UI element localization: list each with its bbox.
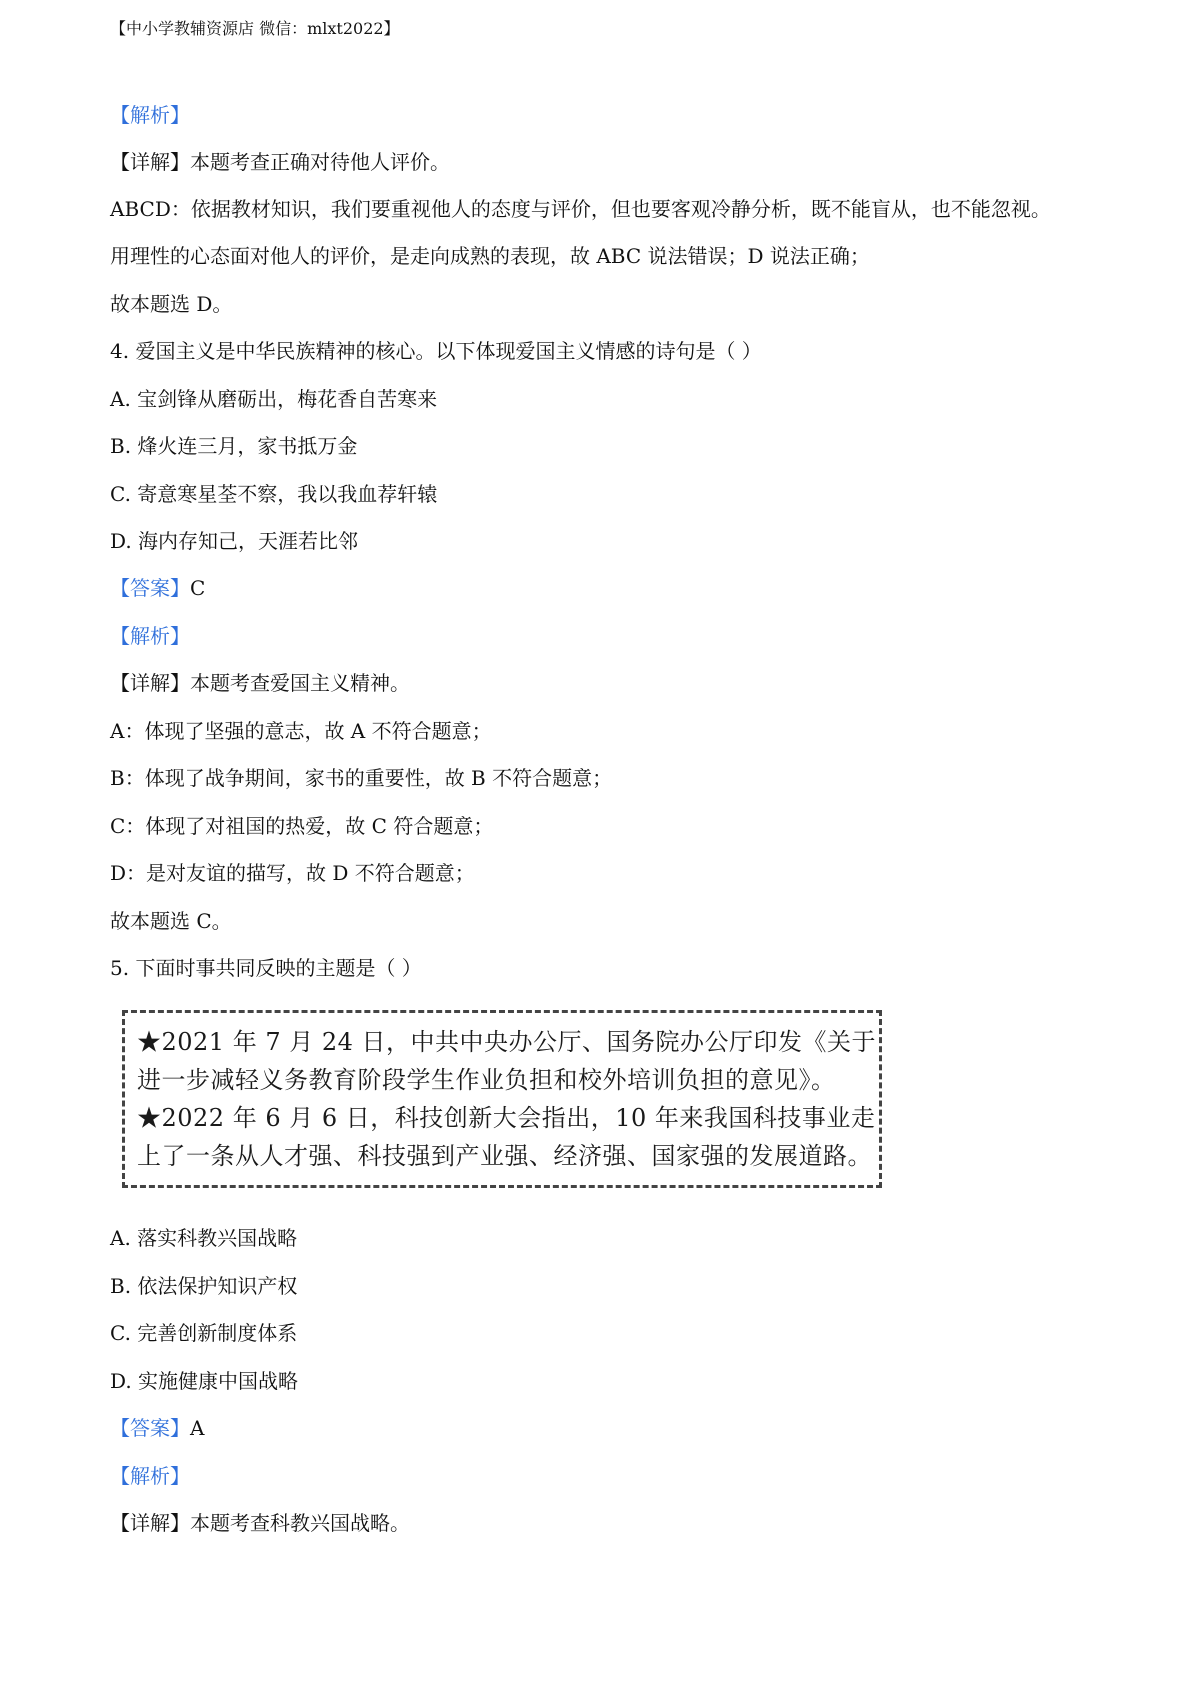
q5-news-line-1: ★2021 年 7 月 24 日，中共中央办公厅、国务院办公厅印发《关于 bbox=[137, 1028, 877, 1056]
q5-option-d: D. 实施健康中国战略 bbox=[110, 1369, 299, 1393]
q4-conclusion: 故本题选 C。 bbox=[110, 909, 232, 933]
q4-analysis-label: 【解析】 bbox=[110, 624, 190, 648]
q4-explanation-a: A：体现了坚强的意志，故 A 不符合题意； bbox=[110, 719, 492, 743]
q4-answer-label: 【答案】 bbox=[110, 576, 190, 600]
q3-explanation-line-2: 用理性的心态面对他人的评价，是走向成熟的表现，故 ABC 说法错误；D 说法正确； bbox=[110, 244, 870, 268]
q4-option-a: A. 宝剑锋从磨砺出，梅花香自苦寒来 bbox=[110, 387, 438, 411]
q4-explanation-b: B：体现了战争期间，家书的重要性，故 B 不符合题意； bbox=[110, 766, 613, 790]
q5-option-c: C. 完善创新制度体系 bbox=[110, 1321, 298, 1345]
q5-option-b: B. 依法保护知识产权 bbox=[110, 1274, 298, 1298]
q5-analysis-label: 【解析】 bbox=[110, 1464, 190, 1488]
q5-news-line-2: 进一步减轻义务教育阶段学生作业负担和校外培训负担的意见》。 bbox=[137, 1066, 836, 1094]
q5-news-line-3: ★2022 年 6 月 6 日，科技创新大会指出，10 年来我国科技事业走 bbox=[137, 1104, 876, 1132]
q5-answer bbox=[110, 1415, 204, 1441]
q4-explanation-d: D：是对友谊的描写，故 D 不符合题意； bbox=[110, 861, 475, 885]
q5-answer-value: A bbox=[190, 1416, 205, 1440]
q5-detail: 【详解】本题考查科教兴国战略。 bbox=[110, 1511, 410, 1535]
q4-stem: 4. 爱国主义是中华民族精神的核心。以下体现爱国主义情感的诗句是（ ） bbox=[110, 339, 762, 363]
q3-analysis-label: 【解析】 bbox=[110, 103, 190, 127]
q4-answer bbox=[110, 575, 205, 601]
q3-explanation-line-1: ABCD：依据教材知识，我们要重视他人的态度与评价，但也要客观冷静分析，既不能盲从，也不能忽视。 bbox=[110, 197, 1051, 221]
q3-conclusion: 故本题选 D。 bbox=[110, 292, 233, 316]
watermark-header: 【中小学教辅资源店 微信：mlxt2022】 bbox=[110, 19, 400, 38]
q5-news-box bbox=[122, 1010, 882, 1188]
q3-detail: 【详解】本题考查正确对待他人评价。 bbox=[110, 150, 450, 174]
q4-option-d: D. 海内存知己，天涯若比邻 bbox=[110, 529, 359, 553]
q4-option-c: C. 寄意寒星荃不察，我以我血荐轩辕 bbox=[110, 482, 438, 506]
q5-answer-label: 【答案】 bbox=[110, 1416, 190, 1440]
q4-detail: 【详解】本题考查爱国主义精神。 bbox=[110, 671, 410, 695]
q5-option-a: A. 落实科教兴国战略 bbox=[110, 1226, 298, 1250]
q5-stem: 5. 下面时事共同反映的主题是（ ） bbox=[110, 956, 422, 980]
q4-explanation-c: C：体现了对祖国的热爱，故 C 符合题意； bbox=[110, 814, 494, 838]
q5-news-line-4: 上了一条从人才强、科技强到产业强、经济强、国家强的发展道路。 bbox=[137, 1142, 872, 1170]
q4-answer-value: C bbox=[190, 576, 206, 600]
q4-option-b: B. 烽火连三月，家书抵万金 bbox=[110, 434, 358, 458]
